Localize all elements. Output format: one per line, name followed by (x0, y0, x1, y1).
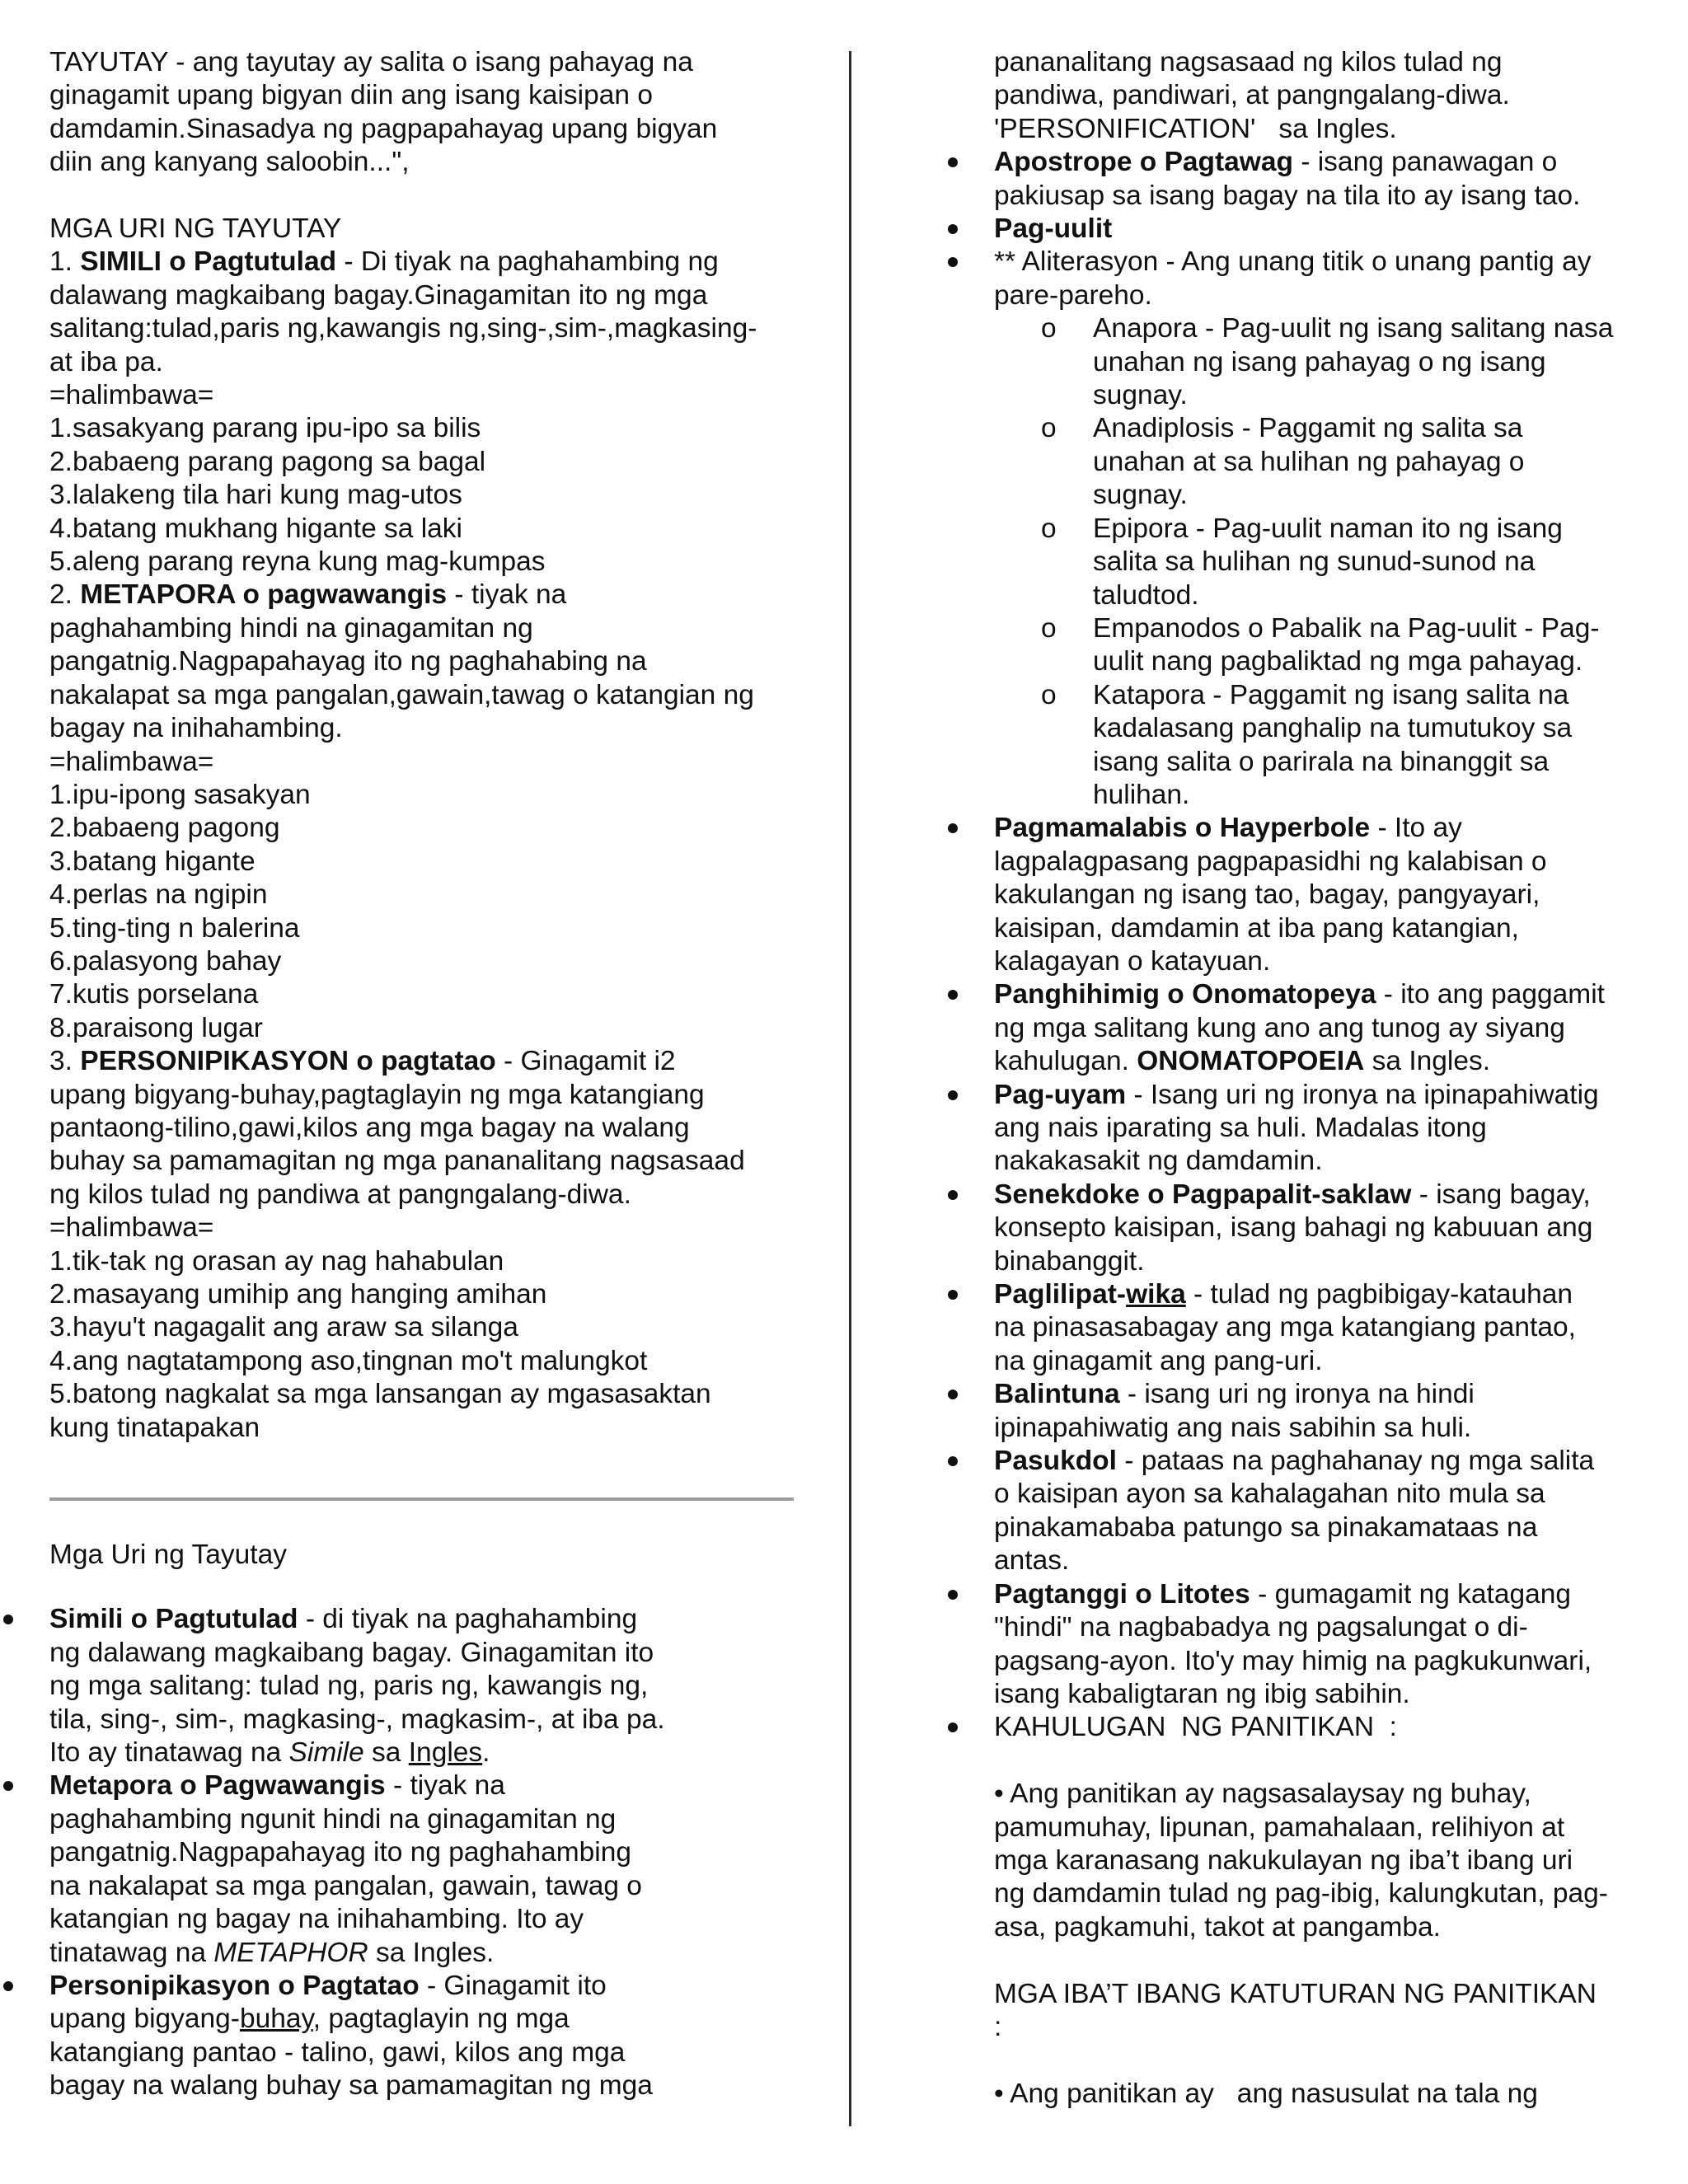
bullet-icon (948, 1290, 958, 1300)
example-item: 2.masayang umihip ang hanging amihan (49, 1279, 547, 1310)
circle-bullet-icon: o (1041, 413, 1057, 444)
simili-term: SIMILI o Pagtutulad (80, 246, 337, 278)
simili-heading-line: 1. SIMILI o Pagtutulad - Di tiyak na paghahambing ng (49, 246, 719, 278)
section-heading-2: Mga Uri ng Tayutay (49, 1540, 287, 1571)
bullet-icon (3, 1615, 13, 1624)
intro-line: damdamin.Sinasadya ng pagpapahayag upang bigyan (49, 113, 718, 144)
text-line: buhay sa pamamagitan ng mga pananalitang nagsasaad (49, 1146, 745, 1177)
example-item: kung tinatapakan (49, 1412, 260, 1443)
example-item: 5.batong nagkalat sa mga lansangan ay mgasasaktan (49, 1379, 711, 1410)
bullet-icon (948, 157, 958, 167)
personipikasyon-heading-line: 3. PERSONIPIKASYON o pagtatao - Ginagamit i2 (49, 1046, 676, 1077)
list-item: Pag-uyam - Isang uri ng ironya na ipinapahiwatig ang nais iparating sa huli. Madalas itong nakakasakit ng damdamin. (994, 1079, 1641, 1179)
right-column (994, 46, 1641, 2111)
right-bullet-list (994, 146, 1641, 2111)
tayutay-bullet-list (49, 1603, 791, 2102)
divider-block (49, 1445, 791, 1539)
list-item: Pagtanggi o Litotes - gumagamit ng katagang "hindi" na nagbabadya ng pagsalungat o di- pagsang-ayon. Ito'y may himig na pagkukunwari, isang kabaligtaran ng ibig sabihin. (994, 1578, 1641, 1712)
intro-line: ginagamit upang bigyan diin ang isang kaisipan o (49, 80, 653, 111)
bullet-icon (948, 1390, 958, 1399)
personipikasyon-term: PERSONIPIKASYON o pagtatao (80, 1046, 496, 1077)
example-item: 6.palasyong bahay (49, 945, 282, 977)
sub-list-item: o Katapora - Paggamit ng isang salita na kadalasang panghalip na tumutukoy sa isang salita o parirala na binanggit sa hulihan. (1041, 679, 1573, 810)
bullet-icon (948, 1456, 958, 1466)
text-line: nakalapat sa mga pangalan,gawain,tawag o katangian ng (49, 679, 754, 710)
bullet-icon (3, 1981, 13, 1991)
kahulugan-heading: KAHULUGAN NG PANITIKAN : (994, 1712, 1397, 1743)
bullet-icon (948, 1190, 958, 1200)
intro-line: TAYUTAY - ang tayutay ay salita o isang pahayag na (49, 47, 693, 77)
sub-list-item: o Epipora - Pag-uulit naman ito ng isang salita sa hulihan ng sunud-sunod na taludtod. (1041, 513, 1563, 611)
text-line: bagay na inihahambing. (49, 713, 343, 744)
bullet-icon (948, 1722, 958, 1732)
example-item: 1.sasakyang parang ipu-ipo sa bilis (49, 413, 481, 444)
halimbawa-label: =halimbawa= (49, 1212, 214, 1244)
example-item: 5.ting-ting n balerina (49, 912, 300, 944)
sub-list-item: o Anadiplosis - Paggamit ng salita sa unahan at sa hulihan ng pahayag o sugnay. (1041, 413, 1525, 511)
text-line: paghahambing hindi na ginagamitan ng (49, 612, 533, 644)
wika-link[interactable]: wika (1126, 1279, 1186, 1310)
bullet-icon (948, 224, 958, 234)
text-line: pandiwa, pandiwari, at pangngalang-diwa. (994, 80, 1510, 111)
example-item: 4.perlas na ngipin (49, 879, 268, 911)
list-item: Pasukdol - pataas na paghahanay ng mga salita o kaisipan ayon sa kahalagahan nito mula sa pinakamababa patungo sa pinakamataas na antas. (994, 1445, 1641, 1578)
list-item: Paglilipat-wika - tulad ng pagbibigay-katauhan na pinasasabagay ang mga katangiang pantao, na ginagamit ang pang-uri. (994, 1278, 1641, 1378)
example-item: 2.babaeng pagong (49, 813, 280, 844)
buhay-link[interactable]: buhay (239, 2004, 313, 2035)
sub-list (1041, 312, 1641, 812)
list-item: KAHULUGAN NG PANITIKAN : • Ang panitikan ay nagsasalaysay ng buhay, pamumuhay, lipunan, pamahalaan, relihiyon at mga karanasang nakukulayan ng iba’t ibang uri ng damdamin tulad ng pag-ibig, kalungkutan, pag- asa, pagkamuhi, takot at pangamba. MGA IBA’T IBANG KATUTURAN NG PANITIKAN : • Ang panitikan ay ang nasusulat na tala ng (994, 1711, 1641, 2111)
circle-bullet-icon: o (1041, 313, 1057, 344)
circle-bullet-icon: o (1041, 612, 1057, 644)
bullet-icon (948, 1090, 958, 1100)
example-item: 1.ipu-ipong sasakyan (49, 779, 311, 810)
sub-list-item: o Anapora - Pag-uulit ng isang salitang nasa unahan ng isang pahayag o ng isang sugnay. (1041, 313, 1614, 411)
text-line: pangatnig.Nagpapahayag ito ng paghahabing na (49, 646, 647, 677)
bullet-icon (948, 990, 958, 1000)
example-item: 8.paraisong lugar (49, 1012, 263, 1043)
sub-list-item: o Empanodos o Pabalik na Pag-uulit - Pag- uulit nang pagbaliktad ng mga pahayag. (1041, 612, 1600, 677)
circle-bullet-icon: o (1041, 679, 1057, 710)
bullet-icon (3, 1781, 13, 1791)
term: Simili o Pagtutulad (49, 1604, 298, 1635)
example-item: 4.batang mukhang higante sa laki (49, 513, 462, 544)
example-item: 4.ang nagtatampong aso,tingnan mo't malungkot (49, 1345, 648, 1376)
text-line: salitang:tulad,paris ng,kawangis ng,sing-,sim-,magkasing- (49, 313, 757, 344)
term: Personipikasyon o Pagtatao (49, 1970, 420, 2001)
text-line: 'PERSONIFICATION' sa Ingles. (994, 113, 1397, 144)
bullet-icon (948, 257, 958, 267)
example-item: 3.lalakeng tila hari kung mag-utos (49, 480, 462, 511)
example-item: 3.hayu't nagagalit ang araw sa silanga (49, 1312, 518, 1343)
intro-line: diin ang kanyang saloobin...", (49, 147, 410, 178)
circle-bullet-icon: o (1041, 513, 1057, 544)
katuturan-heading: MGA IBA’T IBANG KATUTURAN NG PANITIKAN (994, 1978, 1597, 2009)
list-item: Personipikasyon o Pagtatao - Ginagamit ito upang bigyang-buhay, pagtaglayin ng mga katangiang pantao - talino, gawi, kilos ang mga bagay na walang buhay sa pamamagitan ng mga (49, 1970, 791, 2103)
list-item: ** Aliterasyon - Ang unang titik o unang pantig ay pare-pareho. o Anapora - Pag-uulit ng isang salitang nasa unahan ng isang pahayag o ng isang sugnay. o Anadiplosis - Paggamit ng salita sa unahan at sa hulihan ng pahayag o sugnay. o Epipora - Pag-uulit naman ito ng isang salita sa hulihan ng sunud-sunod na taludtod. o Empanodos o Pabalik na Pag-uulit - Pag- uulit nang pagbaliktad ng mga pahayag. o Katapora - Paggamit ng isang salita na kadalasang panghalip na tumutukoy sa isang salita o parirala na binanggit sa hulihan. (994, 246, 1641, 812)
example-item: 3.batang higante (49, 846, 256, 877)
text-line: upang bigyang-buhay,pagtaglayin ng mga katangiang (49, 1079, 705, 1110)
metapora-heading-line: 2. METAPORA o pagwawangis - tiyak na (49, 579, 567, 611)
list-item: Apostrope o Pagtawag - isang panawagan o pakiusap sa isang bagay na tila ito ay isang tao. (994, 146, 1641, 213)
halimbawa-label: =halimbawa= (49, 380, 214, 411)
horizontal-rule (49, 1497, 794, 1501)
column-divider (849, 51, 851, 2126)
list-item: Simili o Pagtutulad - di tiyak na paghahambing ng dalawang magkaibang bagay. Ginagamitan ito ng mga salitang: tulad ng, paris ng, kawangis ng, tila, sing-, sim-, magkasing-, magkasim-, at iba pa. Ito ay tinatawag na Simile sa Ingles. (49, 1603, 791, 1769)
text-line: dalawang magkaibang bagay.Ginagamitan ito ng mga (49, 279, 708, 311)
halimbawa-label: =halimbawa= (49, 746, 214, 777)
ingles-link[interactable]: Ingles (408, 1737, 483, 1769)
bullet-icon (948, 1590, 958, 1600)
list-item: Senekdoke o Pagpapalit-saklaw - isang bagay, konsepto kaisipan, isang bahagi ng kabuuan ang binabanggit. (994, 1179, 1641, 1278)
example-item: 5.aleng parang reyna kung mag-kumpas (49, 546, 546, 578)
example-item: 2.babaeng parang pagong sa bagal (49, 446, 486, 477)
bullet-icon (948, 823, 958, 833)
list-item: Panghihimig o Onomatopeya - ito ang paggamit ng mga salitang kung ano ang tunog ay siyang kahulugan. ONOMATOPOEIA sa Ingles. (994, 978, 1641, 1078)
metapora-term: METAPORA o pagwawangis (80, 579, 448, 611)
left-column (49, 46, 791, 2103)
example-item: 1.tik-tak ng orasan ay nag hahabulan (49, 1245, 504, 1277)
list-item: Pagmamalabis o Hayperbole - Ito ay lagpalagpasang pagpapasidhi ng kalabisan o kakulangan ng isang tao, bagay, pangyayari, kaisipan, damdamin at iba pang katangian, kalagayan o katayuan. (994, 812, 1641, 978)
text-line: pananalitang nagsasaad ng kilos tulad ng (994, 47, 1503, 77)
text-line: pantaong-tilino,gawi,kilos ang mga bagay na walang (49, 1112, 690, 1143)
text-line: ng kilos tulad ng pandiwa at pangngalang-diwa. (49, 1179, 631, 1210)
section-heading: MGA URI NG TAYUTAY (49, 213, 342, 245)
list-item: Pag-uulit (994, 213, 1641, 246)
list-item: Balintuna - isang uri ng ironya na hindi ipinapahiwatig ang nais sabihin sa huli. (994, 1378, 1641, 1445)
list-item: Metapora o Pagwawangis - tiyak na paghahambing ngunit hindi na ginagamitan ng pangatnig.Nagpapahayag ito ng paghahambing na nakalapat sa mga pangalan, gawain, tawag o katangian ng bagay na inihahambing. Ito ay tinatawag na METAPHOR sa Ingles. (49, 1769, 791, 1969)
example-item: 7.kutis porselana (49, 979, 259, 1010)
term: Metapora o Pagwawangis (49, 1770, 386, 1802)
text-line: at iba pa. (49, 346, 163, 377)
